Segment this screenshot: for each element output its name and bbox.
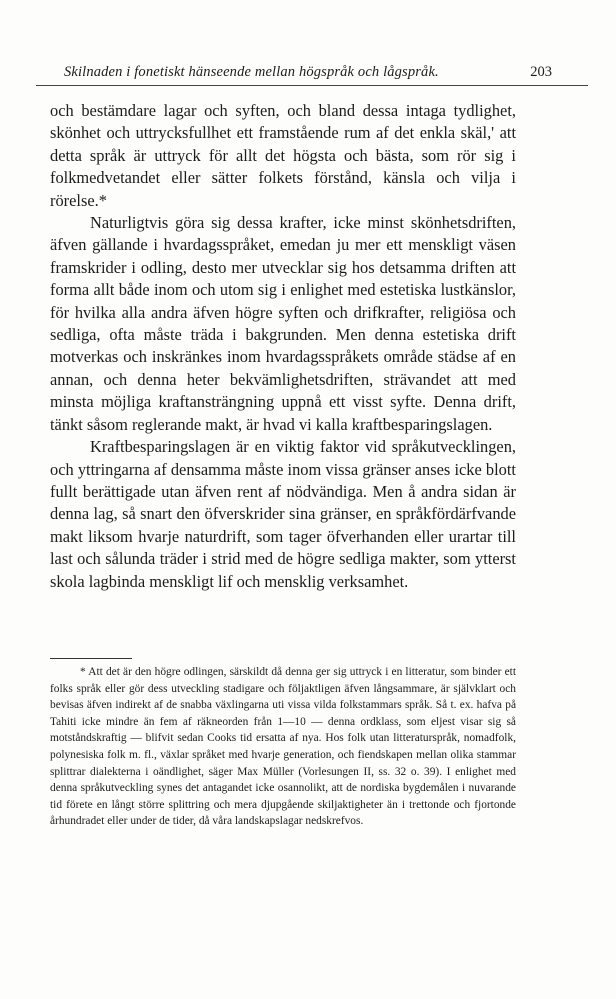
paragraph-1: och bestämdare lagar och syften, och bland dessa intaga tydlighet, skönhet och uttrycksfullhet ett framstående rum af det enkla skäl,' att detta språk är uttryck för allt det högsta och bästa, som rör sig i folkmedvetandet eller sätter folkets förstånd, känsla och vilja i rörelse.* — [50, 101, 516, 210]
page-number: 203 — [530, 64, 552, 80]
header-rule — [36, 85, 588, 86]
footnote-separator — [50, 658, 132, 659]
running-header — [36, 62, 588, 84]
paragraph-3: Kraftbesparingslagen är en viktig faktor vid språkutvecklingen, och yttringarna af densamma måste inom vissa gränser anses icke blott fullt berättigade utan äfven rent af nödvändiga. Men å andra sidan är denna lag, så snart den öfverskrider sina gränser, en språkfördärfvande makt liksom hvarje naturdrift, som tager öfverhanden eller urartar till last och sålunda träder i strid med de högre sedliga makter, som ytterst skola lagbinda menskligt lif och mensklig verksamhet. — [50, 437, 516, 591]
main-text — [50, 100, 516, 593]
running-title: Skilnaden i fonetiskt hänseende mellan högspråk och lågspråk. — [64, 64, 439, 80]
footnote: * Att det är den högre odlingen, särskildt då denna ger sig uttryck i en litteratur, som binder ett folks språk eller gör dess utveckling stadigare och följaktligen äfven långsammare, är självklart och bevisas äfven indirekt af de snabba växlingarna uti vissa vilda folkstammars språk. Så t. ex. hafva på Tahiti icke mindre än fem af räkneorden från 1—10 — denna ordklass, som eljest visar sig så motståndskraftig — blifvit sedan Cooks tid ersatta af nya. Hos folk utan litteraturspråk, nomadfolk, polynesiska folk m. fl., växlar språket med hvarje generation, och fiendskapen mellan olika stammar splittrar dialekterna i oändlighet, säger Max Müller (Vorlesungen II, ss. 32 o. 39). I enlighet med denna språkutveckling synes det antagandet icke osannolikt, att de nordiska bygdemålen i nuvarande tid förete en långt större splittring och mera djupgående skiljaktigheter än i trettonde och fjortonde århundradet eller under de tider, då våra landskapslagar nedskrefvos. — [50, 666, 516, 828]
paragraph-2: Naturligtvis göra sig dessa krafter, icke minst skönhetsdriften, äfven gällande i hvardagsspråket, emedan ju mer ett menskligt väsen framskrider i odling, desto mer utvecklar sig hos detsamma driften att forma allt både inom och utom sig i enlighet med estetiska lustkänslor, för hvilka alla andra äfven högre syften och drifkrafter, religiösa och sedliga, ofta måste träda i bakgrunden. Men denna estetiska drift motverkas och inskränkes inom hvardagsspråkets område städse af en annan, och denna heter bekvämlighetsdriften, strävandet att med minsta möjliga kraftansträngning uppnå ett visst syfte. Denna drift, tänkt såsom reglerande makt, är hvad vi kalla kraftbesparingslagen. — [50, 213, 516, 434]
footnote-area — [50, 664, 516, 830]
